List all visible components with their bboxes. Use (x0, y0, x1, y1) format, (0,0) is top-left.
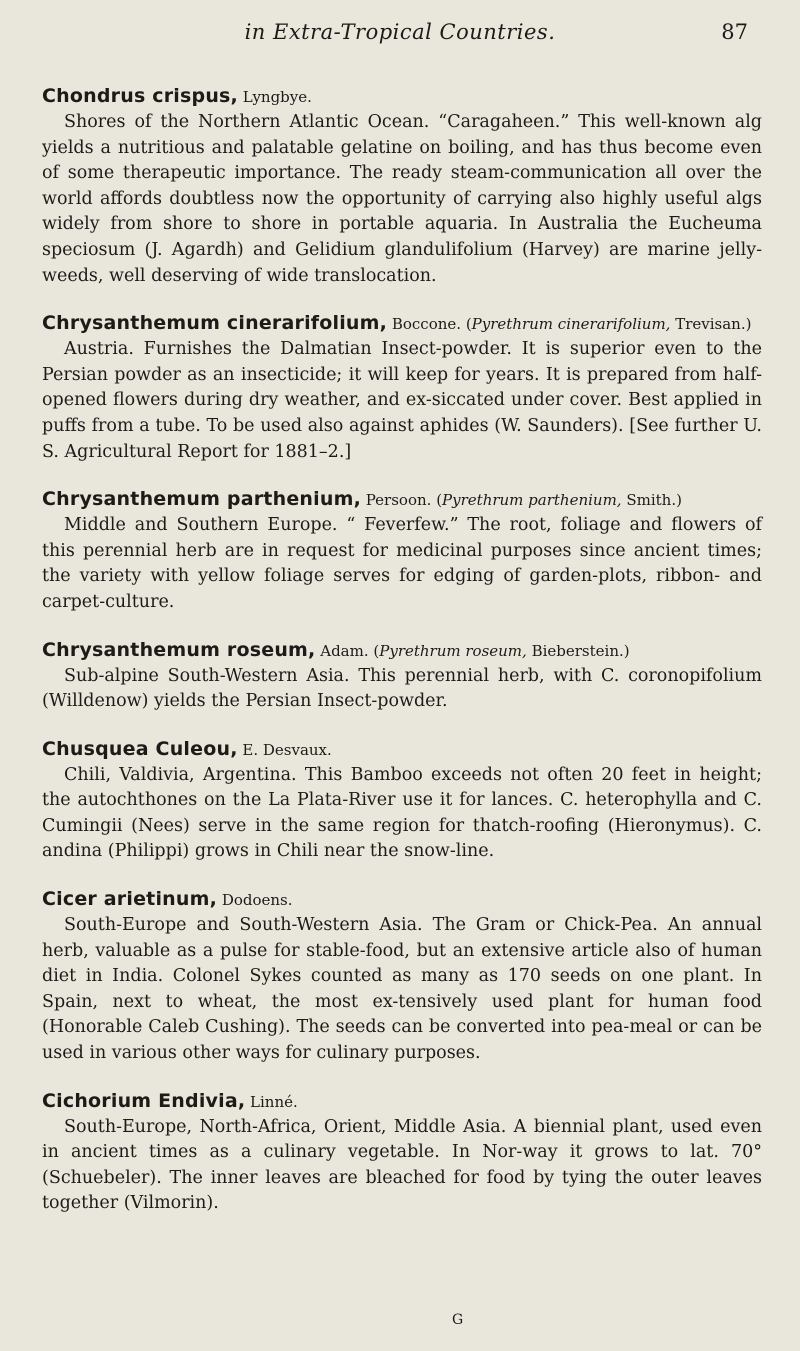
species-author: Dodoens. (217, 891, 293, 910)
species-author: Persoon. (360, 491, 437, 510)
running-title: in Extra-Tropical Countries. (244, 20, 556, 44)
synonym-author: Bieberstein.) (526, 641, 630, 660)
entry-heading (42, 737, 762, 763)
entry-description: Middle and Southern Europe. “ Feverfew.” The root, foliage and flowers of this perennial herb are in request for medicinal purposes since ancient times; the variety with yellow foliage serves for edging of garden-plots, ribbon- and carpet-culture. (42, 515, 762, 612)
species-author: Boccone. (387, 315, 466, 334)
entry-description: Shores of the Northern Atlantic Ocean. “Caragaheen.” This well-known alg yields a nutritious and palatable gelatine on boiling, and has thus become even of some therapeutic importance. The ready steam-communication all over the world affords doubtless now the opportunity of carrying also highly useful algs widely from shore to shore in portable aquaria. In Australia the Eucheuma speciosum (J. Agardh) and Gelidium glandulifolium (Harvey) are marine jelly-weeds, well deserving of wide translocation. (42, 112, 762, 286)
synonym-open-paren: ( (436, 491, 443, 510)
signature-mark: G (452, 1312, 464, 1328)
synonym-author: Trevisan.) (670, 315, 752, 334)
entry-heading (42, 1089, 762, 1115)
species-synonym: Pyrethrum cinerarifolium, (471, 315, 671, 334)
entry-heading (42, 311, 762, 337)
species-name: Chrysanthemum cinerarifolium, (42, 312, 388, 335)
species-synonym: Pyrethrum parthenium, (442, 491, 622, 510)
entry-description: South-Europe, North-Africa, Orient, Middle Asia. A biennial plant, used even in ancient times as a culinary vegetable. In Nor-way it grows to lat. 70° (Schuebeler). The inner leaves are bleached for food by tying the outer leaves together (Vilmorin). (42, 1116, 762, 1214)
entry-description: Chili, Valdivia, Argentina. This Bamboo exceeds not often 20 feet in height; the autochthones on the La Plata-River use it for lances. C. heterophylla and C. Cumingii (Nees) serve in the same region for thatch-roofing (Hieronymus). C. andina (Philippi) grows in Chili near the snow-line. (42, 764, 762, 862)
synonym-open-paren: ( (465, 315, 472, 334)
page-number: 87 (721, 20, 748, 44)
synonym-author: Smith.) (621, 491, 682, 510)
entry-list (42, 84, 762, 1239)
entry-description: Sub-alpine South-Western Asia. This perennial herb, with C. coronopifolium (Willdenow) yields the Persian Insect-powder. (42, 665, 762, 712)
species-name: Chrysanthemum parthenium, (42, 488, 361, 511)
species-author: Linné. (245, 1092, 298, 1111)
entry-chrysanthemum-roseum (42, 638, 762, 715)
species-name: Cicer arietinum, (42, 888, 218, 911)
species-author: Lyngbye. (237, 88, 312, 106)
entry-description: Austria. Furnishes the Dalmatian Insect-powder. It is superior even to the Persian powder as an insecticide; it will keep for years. It is prepared from half-opened flowers during dry weather, and ex-siccated under cover. Best applied in puffs from a tube. To be used also against aphides (W. Saunders). [See further U. S. Agricultural Report for 1881–2.] (42, 339, 762, 462)
species-synonym: Pyrethrum roseum, (379, 641, 527, 660)
entry-heading (42, 84, 762, 110)
species-name: Cichorium Endivia, (42, 1089, 246, 1112)
entry-cichorium-endivia (42, 1089, 762, 1217)
species-name: Chrysanthemum roseum, (42, 638, 316, 661)
entry-description: South-Europe and South-Western Asia. The Gram or Chick-Pea. An annual herb, valuable as a pulse for stable-food, but an extensive article also of human diet in India. Colonel Sykes counted as many as 170 seeds on one plant. In Spain, next to wheat, the most ex-tensively used plant for human food (Honorable Caleb Cushing). The seeds can be converted into pea-meal or can be used in various other ways for culinary purposes. (42, 915, 762, 1064)
entry-heading (42, 638, 762, 664)
entry-chrysanthemum-cinerarifolium (42, 311, 762, 465)
entry-heading (42, 887, 762, 913)
species-name: Chusquea Culeou, (42, 737, 238, 760)
entry-heading (42, 487, 762, 513)
running-head (0, 0, 800, 60)
species-author: Adam. (315, 641, 374, 660)
species-author: E. Desvaux. (237, 740, 332, 759)
entry-chrysanthemum-parthenium (42, 487, 762, 615)
species-name: Chondrus crispus, (42, 85, 238, 107)
entry-chondrus-crispus (42, 84, 762, 289)
synonym-open-paren: ( (373, 641, 380, 660)
entry-cicer-arietinum (42, 887, 762, 1067)
entry-chusquea-culeou (42, 737, 762, 865)
